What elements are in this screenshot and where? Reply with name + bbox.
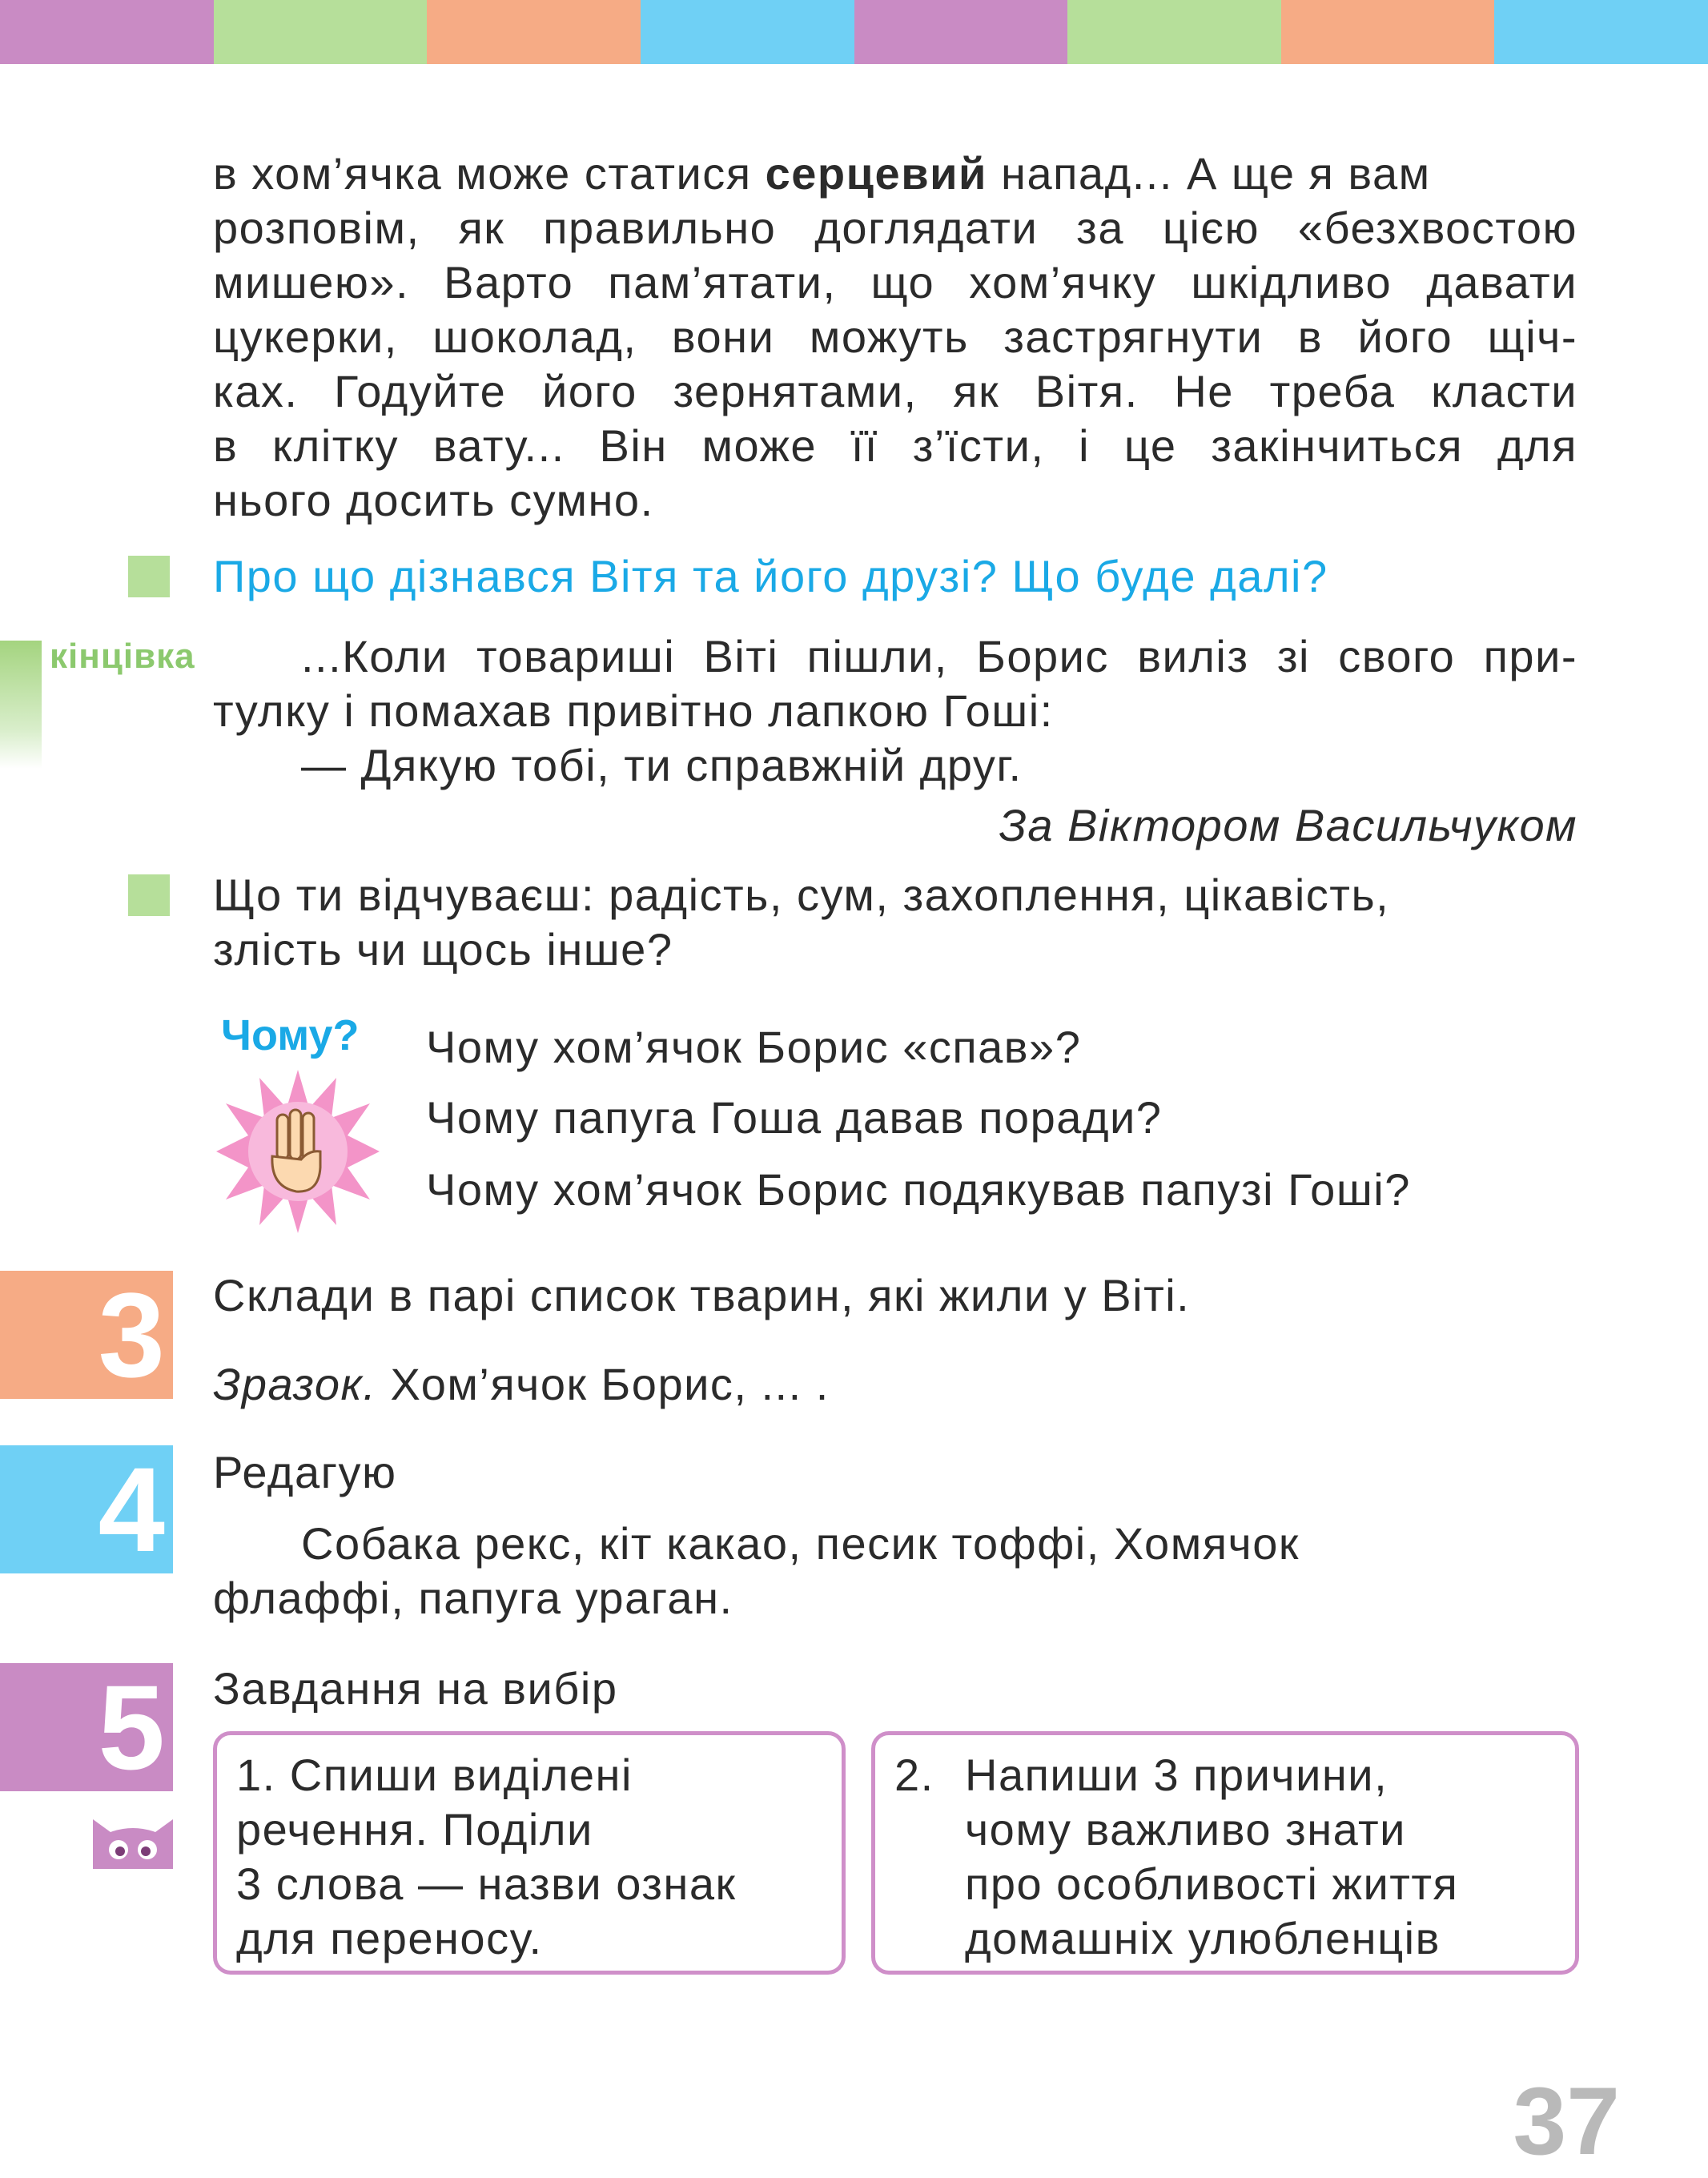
option-1-line: для переносу. [236, 1913, 543, 1963]
header-color-bar [0, 0, 1708, 64]
story-line: мишею». Варто пам’ятати, що хом’ячку шкідливо давати [213, 257, 1577, 307]
header-segment [1281, 0, 1495, 64]
option-1-line: 3 слова — назви ознак [236, 1859, 737, 1909]
question-feelings: злість чи щось інше? [213, 924, 673, 974]
why-question: Чому папуга Гоша давав поради? [426, 1092, 1163, 1143]
option-1-line: речення. Поділи [236, 1804, 593, 1855]
flower-hand-icon [213, 1067, 383, 1236]
header-segment [427, 0, 641, 64]
task-4-title: Редагую [213, 1447, 397, 1497]
attribution: За Віктором Васильчуком [999, 800, 1577, 850]
header-segment [854, 0, 1068, 64]
task-3-sample: Зразок. Хом’ячок Борис, ... . [213, 1359, 830, 1409]
option-2-line: Напиши 3 причини, [965, 1750, 1389, 1800]
header-segment [0, 0, 214, 64]
story-line: нього досить сумно. [213, 475, 654, 525]
question-what-learned: Про що дізнався Вітя та його друзі? Що буде далі? [213, 551, 1328, 601]
header-segment [641, 0, 854, 64]
option-1-line: 1. Спиши виділені [236, 1750, 633, 1800]
task-5-title: Завдання на вибір [213, 1663, 618, 1714]
question-marker [128, 874, 170, 916]
story-bold-word: серцевий [765, 148, 987, 199]
ending-label: кінцівка [50, 637, 195, 676]
header-segment [1067, 0, 1281, 64]
task-number-badge: 3 [0, 1271, 173, 1399]
story-line: цукерки, шоколад, вони можуть застрягнути в його щіч- [213, 311, 1577, 362]
sample-label: Зразок. [213, 1359, 377, 1409]
task-number-badge: 4 [0, 1445, 173, 1573]
option-2-number: 2. [894, 1750, 934, 1800]
ending-line: ...Коли товариші Віті пішли, Борис виліз зі свого при- [301, 631, 1577, 681]
choice-option-2 [871, 1731, 1579, 1975]
header-segment [1494, 0, 1708, 64]
question-marker [128, 556, 170, 597]
story-line: в хом’ячка може статися серцевий напад... А ще я вам [213, 148, 1431, 199]
option-2-line: про особливості життя [965, 1859, 1459, 1909]
page-number: 37 [1513, 2067, 1620, 2175]
ending-line: тулку і помахав привітно лапкою Гоші: [213, 685, 1054, 736]
ending-dialogue: — Дякую тобі, ти справжній друг. [301, 740, 1023, 790]
header-segment [214, 0, 428, 64]
task-4-text: флаффі, папуга ураган. [213, 1573, 733, 1623]
choice-option-1 [213, 1731, 846, 1975]
option-2-line: домашніх улюбленців [965, 1913, 1441, 1963]
why-label: Чому? [221, 1011, 360, 1059]
why-question: Чому хом’ячок Борис «спав»? [426, 1022, 1082, 1072]
task-number-badge: 5 [0, 1663, 173, 1791]
task-3-text: Склади в парі список тварин, які жили у Віті. [213, 1270, 1191, 1320]
story-line: ках. Годуйте його зернятами, як Вітя. Не треба класти [213, 366, 1577, 416]
ending-side-bar [0, 641, 42, 769]
story-line: розповім, як правильно доглядати за цією «безхвостою [213, 203, 1577, 253]
why-question: Чому хом’ячок Борис подякував папузі Гоші? [426, 1164, 1411, 1215]
story-line: в клітку вату... Він може її з’їсти, і це закінчиться для [213, 420, 1577, 471]
task-4-text: Собака рекс, кіт какао, песик тоффі, Хомячок [301, 1518, 1300, 1569]
option-2-line: чому важливо знати [965, 1804, 1406, 1855]
question-feelings: Що ти відчуваєш: радість, сум, захоплення, цікавість, [213, 870, 1390, 920]
cat-icon [86, 1805, 179, 1869]
